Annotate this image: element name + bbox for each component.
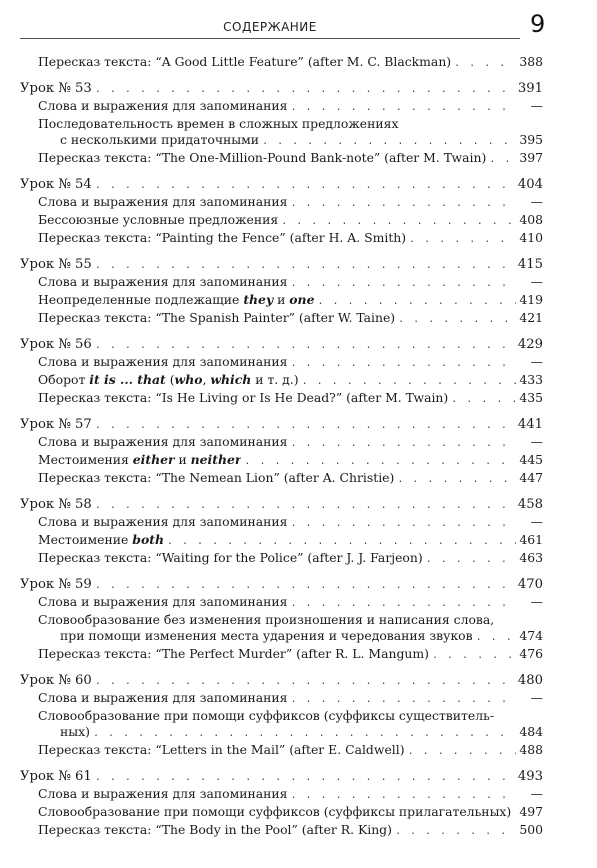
leader-dots (95, 258, 515, 274)
toc-entry-topic-line[interactable]: Последовательность времен в сложных предложениях (38, 116, 399, 131)
leader-dots (95, 82, 515, 98)
text-part: Оборот (38, 372, 90, 387)
leader-dots (408, 744, 517, 760)
leader-dots (426, 552, 517, 568)
toc-page: 500 (519, 822, 543, 837)
toc-entry-retell[interactable] (20, 230, 543, 248)
toc-entry-topic[interactable] (20, 532, 543, 550)
toc-page: 493 (517, 769, 543, 784)
leader-dots (167, 534, 516, 550)
leader-dots (290, 356, 518, 372)
lesson-title: Урок № 60 (20, 673, 92, 688)
toc-page: — (530, 354, 543, 369)
leader-dots (451, 392, 516, 408)
toc-entry-text: Пересказ текста: “A Good Little Feature” (after M. C. Blackman) (38, 54, 452, 69)
leader-dots (290, 436, 518, 452)
lesson-title: Урок № 59 (20, 577, 92, 592)
emphasis-term: both (132, 532, 164, 547)
toc-lesson-57[interactable] (20, 417, 543, 434)
toc-page: 404 (517, 177, 543, 192)
toc-entry-retell-52[interactable] (20, 54, 543, 72)
leader-dots (398, 312, 516, 328)
toc-page: — (530, 434, 543, 449)
toc-lesson-59[interactable] (20, 577, 543, 594)
leader-dots (290, 788, 518, 804)
toc-page: 474 (519, 628, 543, 643)
toc-entry-text: Бессоюзные условные предложения (38, 212, 279, 227)
emphasis-term: who (174, 372, 203, 387)
toc-entry-text: Пересказ текста: “Painting the Fence” (after H. A. Smith) (38, 230, 407, 245)
toc-entry-retell[interactable] (20, 646, 543, 664)
text-part: и (174, 452, 191, 467)
toc-entry-text: Пересказ текста: “Is He Living or Is He Dead?” (after M. Twain) (38, 390, 449, 405)
toc-entry-vocab[interactable] (20, 434, 543, 452)
toc-page: 445 (519, 452, 543, 467)
toc-entry-text: Слова и выражения для запоминания (38, 434, 288, 449)
toc-page: — (530, 594, 543, 609)
toc-entry-topic[interactable] (20, 372, 543, 390)
toc-lesson-61[interactable] (20, 769, 543, 786)
leader-dots (317, 294, 516, 310)
toc-page: 447 (519, 470, 543, 485)
toc-entry-text: Пересказ текста: “The Perfect Murder” (after R. L. Mangum) (38, 646, 429, 661)
toc-entry-text: Слова и выражения для запоминания (38, 594, 288, 609)
running-header (20, 16, 520, 39)
toc-page: 470 (517, 577, 543, 592)
toc-entry-vocab[interactable] (20, 274, 543, 292)
toc-entry-topic[interactable] (20, 724, 543, 742)
toc-lesson-56[interactable] (20, 337, 543, 354)
text-part: ( (165, 372, 175, 387)
toc-entry-retell[interactable] (20, 470, 543, 488)
emphasis-term: they (243, 292, 274, 307)
toc-entry-vocab[interactable] (20, 690, 543, 708)
toc-page: 484 (519, 724, 543, 739)
toc-lesson-55[interactable] (20, 257, 543, 274)
toc-entry-text (38, 452, 241, 468)
toc-entry-text (38, 372, 299, 388)
toc-entry-text: Словообразование при помощи суффиксов (суффиксы прилагательных) (38, 804, 512, 819)
toc-entry-text: Пересказ текста: “Waiting for the Police” (after J. J. Farjeon) (38, 550, 423, 565)
toc-page: — (530, 690, 543, 705)
toc-page: — (530, 786, 543, 801)
toc-entry-retell[interactable] (20, 742, 543, 760)
leader-dots (409, 232, 516, 248)
toc-page: 433 (519, 372, 543, 387)
leader-dots (290, 596, 518, 612)
lesson-title: Урок № 56 (20, 337, 92, 352)
leader-dots (476, 630, 517, 646)
leader-dots (395, 824, 516, 840)
text-part: и (273, 292, 290, 307)
toc-lesson-54[interactable] (20, 177, 543, 194)
toc-entry-text: с несколькими придаточными (60, 132, 260, 147)
toc-entry-text: Слова и выражения для запоминания (38, 274, 288, 289)
toc-page: 397 (519, 150, 543, 165)
toc-entry-topic[interactable] (20, 452, 543, 470)
toc-entry-vocab[interactable] (20, 354, 543, 372)
text-part: Местоимение (38, 532, 133, 547)
toc-page: 461 (519, 532, 543, 547)
leader-dots (93, 726, 516, 742)
toc-page: 435 (519, 390, 543, 405)
lesson-title: Урок № 54 (20, 177, 92, 192)
toc-page: 421 (519, 310, 543, 325)
toc-entry-text: Пересказ текста: “The Body in the Pool” (after R. King) (38, 822, 392, 837)
toc-entry-text: при помощи изменения места ударения и чередования звуков (60, 628, 473, 643)
leader-dots (281, 214, 516, 230)
leader-dots (302, 374, 517, 390)
toc-page: — (530, 274, 543, 289)
toc-entry-text: Слова и выражения для запоминания (38, 690, 288, 705)
leader-dots (432, 648, 516, 664)
toc-entry-retell[interactable] (20, 310, 543, 328)
toc-entry-text: Пересказ текста: “The Nemean Lion” (after A. Christie) (38, 470, 395, 485)
toc-entry-retell[interactable] (20, 822, 543, 840)
toc-entry-text: Пересказ текста: “The Spanish Painter” (after W. Taine) (38, 310, 396, 325)
toc-page: 410 (519, 230, 543, 245)
leader-dots (514, 806, 516, 822)
emphasis-term: neither (190, 452, 242, 467)
toc-entry-vocab[interactable] (20, 786, 543, 804)
emphasis-term: one (289, 292, 315, 307)
toc-entry-retell[interactable] (20, 150, 543, 168)
toc-lesson-58[interactable] (20, 497, 543, 514)
lesson-title: Урок № 53 (20, 81, 92, 96)
toc-entry-vocab[interactable] (20, 514, 543, 532)
toc-entry-text: Слова и выражения для запоминания (38, 194, 288, 209)
leader-dots (290, 100, 518, 116)
table-of-contents (20, 54, 543, 840)
toc-page: 429 (517, 337, 543, 352)
toc-entry-text: ных) (60, 724, 90, 739)
toc-page: 480 (517, 673, 543, 688)
toc-entry-text: Пересказ текста: “Letters in the Mail” (after E. Caldwell) (38, 742, 405, 757)
leader-dots (95, 674, 515, 690)
lesson-title: Урок № 55 (20, 257, 92, 272)
toc-entry-vocab[interactable] (20, 194, 543, 212)
toc-page: — (530, 514, 543, 529)
toc-entry-topic-line[interactable]: Словообразование при помощи суффиксов (суффиксы существитель- (38, 708, 495, 723)
toc-page: 419 (519, 292, 543, 307)
toc-page: 441 (517, 417, 543, 432)
leader-dots (290, 276, 518, 292)
toc-entry-vocab[interactable] (20, 98, 543, 116)
toc-lesson-53[interactable] (20, 81, 543, 98)
text-part: , (202, 372, 211, 387)
emphasis-term: which (210, 372, 252, 387)
toc-entry-retell[interactable] (20, 550, 543, 568)
toc-page: — (530, 98, 543, 113)
toc-entry-text (38, 292, 314, 308)
toc-page: 497 (519, 804, 543, 819)
leader-dots (95, 418, 515, 434)
emphasis-term: either (132, 452, 175, 467)
page-number: 9 (530, 10, 546, 38)
leader-dots (262, 134, 516, 150)
toc-entry-retell[interactable] (20, 390, 543, 408)
toc-page: 458 (517, 497, 543, 512)
emphasis-term: it is ... that (89, 372, 166, 387)
toc-page: 463 (519, 550, 543, 565)
toc-entry-topic[interactable] (20, 292, 543, 310)
text-part: Неопределенные подлежащие (38, 292, 244, 307)
lesson-title: Урок № 58 (20, 497, 92, 512)
toc-entry-text: Слова и выражения для запоминания (38, 514, 288, 529)
toc-entry-text (38, 532, 164, 548)
header-title: СОДЕРЖАНИЕ (223, 20, 317, 34)
toc-page: 476 (519, 646, 543, 661)
toc-entry-topic[interactable] (20, 132, 543, 150)
toc-page: 388 (519, 54, 543, 69)
toc-entry-topic[interactable] (20, 628, 543, 646)
toc-page: — (530, 194, 543, 209)
leader-dots (454, 56, 516, 72)
toc-page: 408 (519, 212, 543, 227)
leader-dots (489, 152, 516, 168)
leader-dots (397, 472, 516, 488)
leader-dots (95, 770, 515, 786)
leader-dots (290, 196, 518, 212)
text-part: Местоимения (38, 452, 133, 467)
toc-page: 415 (517, 257, 543, 272)
lesson-title: Урок № 61 (20, 769, 92, 784)
toc-entry-topic[interactable] (20, 804, 543, 822)
toc-entry-text: Слова и выражения для запоминания (38, 786, 288, 801)
toc-entry-topic[interactable] (20, 212, 543, 230)
leader-dots (95, 338, 515, 354)
toc-entry-text: Пересказ текста: “The One-Million-Pound Bank-note” (after M. Twain) (38, 150, 487, 165)
leader-dots (290, 516, 518, 532)
leader-dots (95, 578, 515, 594)
toc-entry-text: Слова и выражения для запоминания (38, 354, 288, 369)
toc-entry-vocab[interactable] (20, 594, 543, 612)
leader-dots (95, 498, 515, 514)
leader-dots (290, 692, 518, 708)
text-part: и т. д.) (251, 372, 299, 387)
toc-lesson-60[interactable] (20, 673, 543, 690)
toc-entry-topic-line[interactable]: Словообразование без изменения произношения и написания слова, (38, 612, 495, 627)
leader-dots (244, 454, 516, 470)
toc-page: 395 (519, 132, 543, 147)
lesson-title: Урок № 57 (20, 417, 92, 432)
toc-page: 391 (517, 81, 543, 96)
toc-entry-text: Слова и выражения для запоминания (38, 98, 288, 113)
leader-dots (95, 178, 515, 194)
toc-page: 488 (519, 742, 543, 757)
